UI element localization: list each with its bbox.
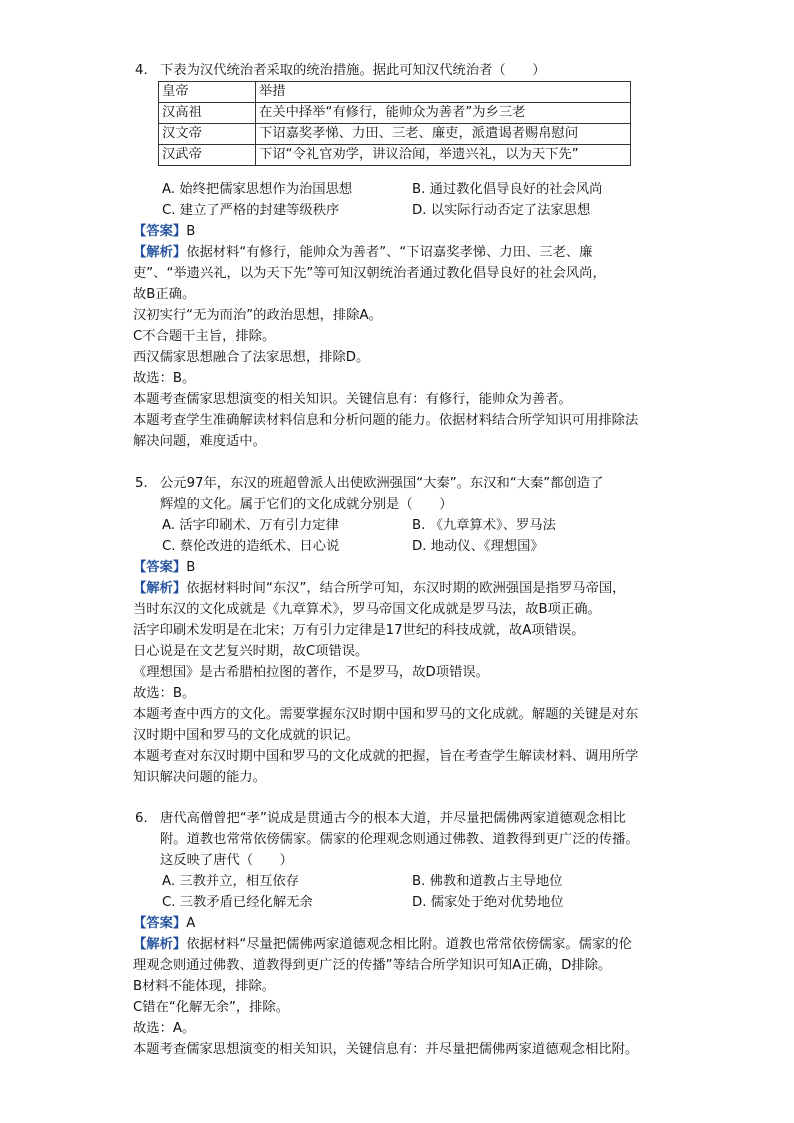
analysis-tag: 【解析】 — [133, 245, 187, 260]
analysis-text: 知识解决问题的能力。 — [133, 770, 266, 785]
q6-option-d: D. 儒家处于绝对优势地位 — [412, 895, 564, 910]
table-cell: 汉文帝 — [159, 124, 256, 145]
q4-option-d: D. 以实际行动否定了法家思想 — [412, 203, 591, 218]
table-cell: 下诏嘉奖孝悌、力田、三老、廉吏，派遣谒者赐帛慰问 — [256, 124, 631, 145]
answer-tag: 【答案】 — [133, 916, 187, 931]
analysis-text: 依据材料“尽量把儒佛两家道德观念相比附。道教也常常依傍儒家。儒家的伦 — [186, 937, 632, 952]
analysis-text: 本题考查儒家思想演变的相关知识，关键信息有：并尽量把儒佛两家道德观念相比附。 — [133, 1042, 639, 1057]
analysis-text: 故选：B。 — [133, 686, 196, 701]
table-row — [159, 124, 631, 145]
analysis-text: 本题考查儒家思想演变的相关知识。关键信息有：有修行，能帅众为善者。 — [133, 392, 572, 407]
analysis-text: 日心说是在文艺复兴时期，故C项错误。 — [133, 644, 369, 659]
analysis-text: 汉时期中国和罗马的文化成就的识记。 — [133, 728, 360, 743]
answer-tag: 【答案】 — [133, 560, 187, 575]
q4-analysis-line — [133, 243, 592, 263]
q5-answer: B — [186, 560, 196, 575]
q4-option-a: A. 始终把儒家思想作为治国思想 — [162, 182, 353, 197]
table-cell: 在关中择举“有修行，能帅众为善者”为乡三老 — [256, 103, 631, 124]
q5-stem-line: 公元97年，东汉的班超曾派人出使欧洲强国“大秦”。东汉和“大秦”都创造了 — [160, 476, 604, 491]
q6-answer: A — [186, 916, 196, 931]
q4-table — [158, 81, 631, 166]
analysis-text: 本题考查学生准确解读材料信息和分析问题的能力。依据材料结合所学知识可用排除法 — [133, 413, 639, 428]
q4-option-c: C. 建立了严格的封建等级秩序 — [162, 203, 340, 218]
table-header-row — [159, 82, 631, 103]
analysis-text: B材料不能体现，排除。 — [133, 979, 276, 994]
q6-stem-line: 这反映了唐代（ ） — [160, 853, 293, 868]
answer-tag: 【答案】 — [133, 224, 187, 239]
analysis-tag: 【解析】 — [133, 937, 187, 952]
analysis-text: C不合题干主旨，排除。 — [133, 329, 276, 344]
q4-option-b: B. 通过教化倡导良好的社会风尚 — [412, 182, 603, 197]
table-row — [159, 103, 631, 124]
analysis-text: 理观念则通过佛教、道教得到更广泛的传播”等结合所学知识可知A正确，D排除。 — [133, 958, 612, 973]
analysis-text: 当时东汉的文化成就是《九章算术》，罗马帝国文化成就是罗马法，故B项正确。 — [133, 602, 601, 617]
analysis-text: C错在“化解无余”，排除。 — [133, 1000, 290, 1015]
q5-answer-line — [133, 558, 195, 578]
q4-number: 4. — [135, 63, 148, 78]
analysis-text: 故选：A。 — [133, 1021, 196, 1036]
q5-analysis-line — [133, 579, 625, 599]
analysis-text: 活字印刷术发明是在北宋；万有引力定律是17世纪的科技成就，故A项错误。 — [133, 623, 585, 638]
q6-number: 6. — [135, 811, 148, 826]
q4-answer-line — [133, 222, 195, 242]
analysis-text: 故选：B。 — [133, 371, 196, 386]
q5-option-d: D. 地动仪、《理想国》 — [412, 539, 544, 554]
q5-option-a: A. 活字印刷术、万有引力定律 — [162, 518, 339, 533]
table-cell: 下诏“令礼官劝学，讲议洽闻，举遗兴礼，以为天下先” — [256, 145, 631, 166]
q4-answer: B — [186, 224, 196, 239]
analysis-text: 解决问题，难度适中。 — [133, 434, 266, 449]
q6-analysis-line — [133, 935, 632, 955]
q6-option-c: C. 三教矛盾已经化解无余 — [162, 895, 313, 910]
table-cell: 汉武帝 — [159, 145, 256, 166]
analysis-tag: 【解析】 — [133, 581, 187, 596]
q6-option-b: B. 佛教和道教占主导地位 — [412, 874, 563, 889]
analysis-text: 吏”、“举遗兴礼，以为天下先”等可知汉朝统治者通过教化倡导良好的社会风尚， — [133, 266, 606, 281]
q6-answer-line — [133, 914, 195, 934]
q5-number: 5. — [135, 476, 148, 491]
q5-option-b: B. 《九章算术》、罗马法 — [412, 518, 556, 533]
q6-option-a: A. 三教并立，相互依存 — [162, 874, 299, 889]
q4-stem: 下表为汉代统治者采取的统治措施。据此可知汉代统治者（ ） — [160, 63, 546, 78]
analysis-text: 本题考查对东汉时期中国和罗马的文化成就的把握，旨在考查学生解读材料、调用所学 — [133, 749, 639, 764]
table-header-cell: 皇帝 — [159, 82, 256, 103]
table-row — [159, 145, 631, 166]
analysis-text: 依据材料时间“东汉”，结合所学可知，东汉时期的欧洲强国是指罗马帝国， — [186, 581, 626, 596]
analysis-text: 本题考查中西方的文化。需要掌握东汉时期中国和罗马的文化成就。解题的关键是对东 — [133, 707, 639, 722]
table-header-cell: 举措 — [256, 82, 631, 103]
q5-option-c: C. 蔡伦改进的造纸术、日心说 — [162, 539, 340, 554]
table-cell: 汉高祖 — [159, 103, 256, 124]
q6-stem-line: 附。道教也常常依傍儒家。儒家的伦理观念则通过佛教、道教得到更广泛的传播。 — [160, 832, 639, 847]
analysis-text: 故B正确。 — [133, 287, 196, 302]
analysis-text: 《理想国》是古希腊柏拉图的著作，不是罗马，故D项错误。 — [133, 665, 489, 680]
analysis-text: 西汉儒家思想融合了法家思想，排除D。 — [133, 350, 370, 365]
analysis-text: 汉初实行“无为而治”的政治思想，排除A。 — [133, 308, 382, 323]
q5-stem-line: 辉煌的文化。属于它们的文化成就分别是（ ） — [160, 497, 453, 512]
q6-stem-line: 唐代高僧曾把“孝”说成是贯通古今的根本大道，并尽量把儒佛两家道德观念相比 — [160, 811, 626, 826]
analysis-text: 依据材料“有修行，能帅众为善者”、“下诏嘉奖孝悌、力田、三老、廉 — [186, 245, 593, 260]
